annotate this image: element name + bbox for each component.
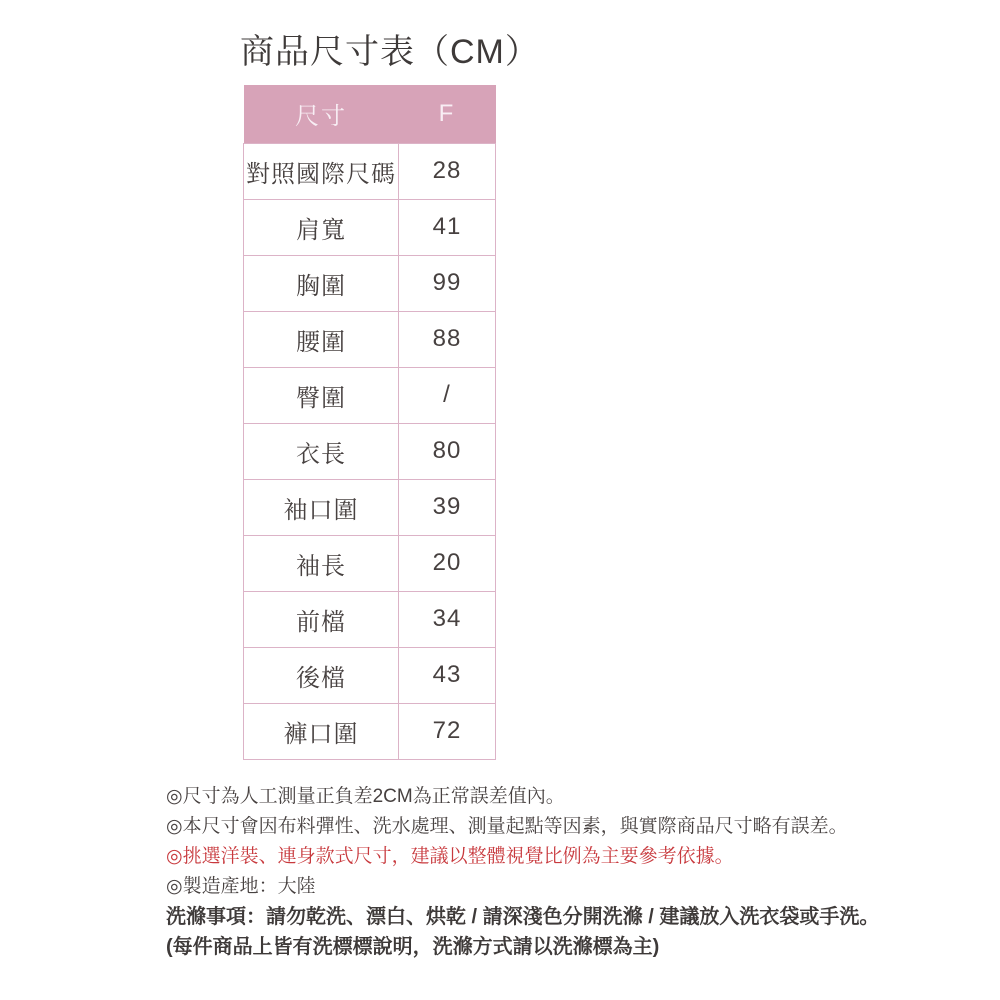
- size-table: [243, 85, 496, 760]
- size-table-header-row: [244, 85, 496, 143]
- note-line: ◎本尺寸會因布料彈性、洗水處理、測量起點等因素，與實際商品尺寸略有誤差。: [166, 816, 848, 837]
- size-table-header-size: F: [399, 85, 496, 143]
- note-line: (每件商品上皆有洗標標說明，洗滌方式請以洗滌標為主): [166, 936, 660, 958]
- size-value-cell: 28: [399, 143, 496, 199]
- table-row: [244, 479, 496, 535]
- table-row: [244, 143, 496, 199]
- table-row: [244, 311, 496, 367]
- size-value-cell: 41: [399, 199, 496, 255]
- size-table-header: [244, 85, 496, 143]
- table-row: [244, 423, 496, 479]
- size-value-cell: 34: [399, 591, 496, 647]
- note-line: ◎挑選洋裝、連身款式尺寸，建議以整體視覺比例為主要參考依據。: [166, 846, 734, 867]
- size-table-body: [244, 143, 496, 759]
- size-label-cell: 對照國際尺碼: [244, 143, 399, 199]
- size-label-cell: 褲口圍: [244, 703, 399, 759]
- size-label-cell: 臀圍: [244, 367, 399, 423]
- table-row: [244, 591, 496, 647]
- size-label-cell: 胸圍: [244, 255, 399, 311]
- size-label-cell: 衣長: [244, 423, 399, 479]
- size-label-cell: 前檔: [244, 591, 399, 647]
- size-label-cell: 袖口圍: [244, 479, 399, 535]
- table-row: [244, 367, 496, 423]
- table-row: [244, 647, 496, 703]
- size-table-header-label: 尺寸: [244, 85, 399, 143]
- table-row: [244, 255, 496, 311]
- size-value-cell: 88: [399, 311, 496, 367]
- size-value-cell: 20: [399, 535, 496, 591]
- note-line: ◎尺寸為人工測量正負差2CM為正常誤差值內。: [166, 786, 565, 807]
- note-line: 洗滌事項：請勿乾洗、漂白、烘乾 / 請深淺色分開洗滌 / 建議放入洗衣袋或手洗。: [166, 906, 880, 928]
- size-value-cell: /: [399, 367, 496, 423]
- size-value-cell: 39: [399, 479, 496, 535]
- table-row: [244, 535, 496, 591]
- table-row: [244, 703, 496, 759]
- size-value-cell: 99: [399, 255, 496, 311]
- table-row: [244, 199, 496, 255]
- size-label-cell: 腰圍: [244, 311, 399, 367]
- size-value-cell: 43: [399, 647, 496, 703]
- notes: [166, 782, 886, 962]
- size-label-cell: 袖長: [244, 535, 399, 591]
- page-title: 商品尺寸表（CM）: [240, 33, 540, 71]
- size-value-cell: 72: [399, 703, 496, 759]
- size-value-cell: 80: [399, 423, 496, 479]
- size-label-cell: 後檔: [244, 647, 399, 703]
- size-label-cell: 肩寬: [244, 199, 399, 255]
- note-line: ◎製造產地：大陸: [166, 876, 316, 897]
